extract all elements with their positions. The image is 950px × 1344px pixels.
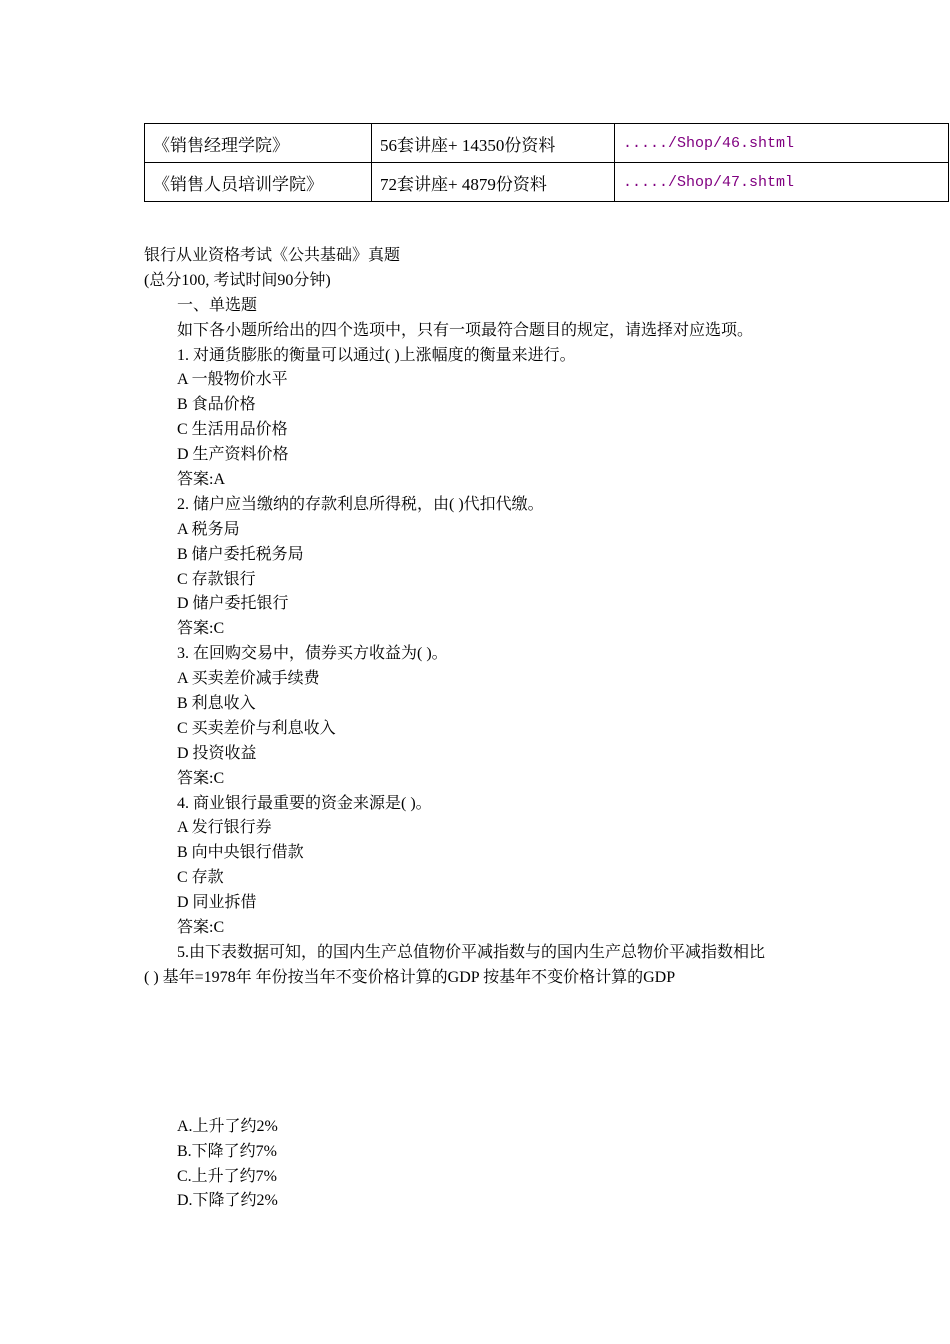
table-cell-name: 《销售人员培训学院》 — [145, 163, 372, 202]
doc-title: 银行从业资格考试《公共基础》真题 — [144, 247, 401, 264]
option-c: C 存款银行 — [177, 570, 256, 588]
option-b: B 向中央银行借款 — [177, 844, 304, 862]
question-stem: 3. 在回购交易中，债券买方收益为( )。 — [177, 645, 448, 663]
option-d: D.下降了约2% — [177, 1192, 278, 1210]
document-body — [144, 244, 824, 1214]
option-c: C 生活用品价格 — [177, 421, 288, 439]
table-cell-desc: 72套讲座+ 4879份资料 — [372, 163, 615, 202]
question-stem: 2. 储户应当缴纳的存款利息所得税，由( )代扣代缴。 — [177, 495, 544, 513]
option-c: C.上升了约7% — [177, 1167, 278, 1185]
table-row — [145, 163, 949, 202]
question-stem: 5.由下表数据可知，的国内生产总值物价平减指数与的国内生产总物价平减指数相比 — [177, 943, 766, 961]
option-b: B 食品价格 — [177, 396, 256, 414]
question-stem: 1. 对通货膨胀的衡量可以通过( )上涨幅度的衡量来进行。 — [177, 346, 576, 364]
option-a: A.上升了约2% — [177, 1117, 278, 1135]
option-d: D 储户委托银行 — [177, 595, 289, 613]
instruction-text: 如下各小题所给出的四个选项中，只有一项最符合题目的规定，请选择对应选项。 — [177, 321, 754, 339]
question-stem-continued: ( ) 基年=1978年 年份按当年不变价格计算的GDP 按基年不变价格计算的GDP — [144, 968, 676, 986]
option-d: D 同业拆借 — [177, 894, 257, 912]
table-cell-desc: 56套讲座+ 14350份资料 — [372, 124, 615, 163]
option-c: C 买卖差价与利息收入 — [177, 719, 336, 737]
answer-text: 答案:C — [177, 919, 225, 937]
answer-text: 答案:A — [177, 471, 226, 489]
answer-text: 答案:C — [177, 620, 225, 638]
answer-text: 答案:C — [177, 769, 225, 787]
table-cell-link[interactable]: ...../Shop/47.shtml — [615, 163, 949, 202]
option-a: A 税务局 — [177, 520, 240, 538]
option-c: C 存款 — [177, 869, 224, 887]
blank-space — [144, 991, 824, 1115]
course-table — [144, 123, 949, 202]
option-b: B 利息收入 — [177, 695, 256, 713]
doc-subtitle: (总分100, 考试时间90分钟) — [144, 271, 331, 289]
option-b: B.下降了约7% — [177, 1142, 278, 1160]
table-cell-link[interactable]: ...../Shop/46.shtml — [615, 124, 949, 163]
section-heading: 一、单选题 — [177, 296, 258, 314]
option-b: B 储户委托税务局 — [177, 545, 304, 563]
question-stem: 4. 商业银行最重要的资金来源是( )。 — [177, 794, 432, 812]
option-a: A 买卖差价减手续费 — [177, 670, 320, 688]
option-d: D 生产资料价格 — [177, 446, 289, 464]
option-a: A 一般物价水平 — [177, 371, 288, 389]
table-row — [145, 124, 949, 163]
option-a: A 发行银行券 — [177, 819, 272, 837]
option-d: D 投资收益 — [177, 744, 257, 762]
table-cell-name: 《销售经理学院》 — [145, 124, 372, 163]
